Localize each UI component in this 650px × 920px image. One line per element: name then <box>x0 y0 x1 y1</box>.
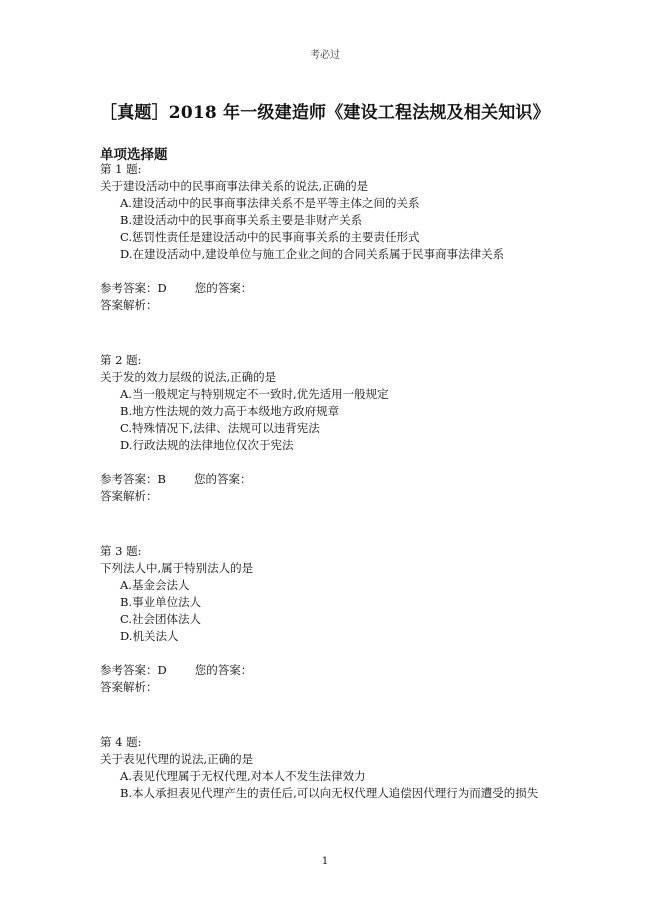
question-number: 第 3 题: <box>100 544 142 558</box>
option-a: A.当一般规定与特别规定不一致时,优先适用一般规定 <box>120 387 389 401</box>
option-c: C.社会团体法人 <box>120 612 202 626</box>
question-stem: 关于表见代理的说法,正确的是 <box>100 752 254 766</box>
question-number: 第 4 题: <box>100 735 142 749</box>
answer-line <box>100 662 560 679</box>
option-b: B.地方性法规的效力高于本级地方政府规章 <box>120 404 340 418</box>
your-answer-label: 您的答案： <box>193 472 252 486</box>
answer-analysis-label: 答案解析： <box>100 298 158 312</box>
question-stem: 关于建设活动中的民事商事法律关系的说法,正确的是 <box>100 179 369 193</box>
reference-answer: 参考答案：D <box>100 663 167 677</box>
spacer <box>100 454 560 471</box>
option-b <box>100 785 560 802</box>
option-d: D.行政法规的法律地位仅次于宪法 <box>120 438 294 452</box>
option-b: B.事业单位法人 <box>120 595 202 609</box>
section-title: 单项选择题 <box>100 147 168 163</box>
page-number: 1 <box>321 856 329 867</box>
question-stem: 关于发的效力层级的说法,正确的是 <box>100 370 277 384</box>
option-d <box>100 246 560 263</box>
question-list <box>100 161 560 802</box>
option-c: C.特殊情况下,法律、法规可以违背宪法 <box>120 421 320 435</box>
option-d: D.机关法人 <box>120 629 179 643</box>
spacer <box>100 263 560 280</box>
question-number: 第 2 题: <box>100 353 142 367</box>
page-header: 考必过 <box>310 50 340 61</box>
document-title: ［真题］2018 年一级建造师《建设工程法规及相关知识》 <box>100 103 550 123</box>
spacer <box>100 314 560 352</box>
spacer <box>100 645 560 662</box>
option-b-text: B.本人承担表见代理产生的责任后,可以向无权代理人追偿因代理行为而遭受的损失 <box>120 786 539 800</box>
question-3 <box>100 543 560 696</box>
option-a: A.表见代理属于无权代理,对本人不发生法律效力 <box>120 769 366 783</box>
spacer <box>100 505 560 543</box>
answer-line <box>100 471 560 488</box>
question-4 <box>100 734 560 802</box>
reference-answer: 参考答案：D <box>100 281 167 295</box>
question-number: 第 1 题: <box>100 162 142 176</box>
option-a: A.建设活动中的民事商事法律关系不是平等主体之间的关系 <box>120 196 420 210</box>
option-a: A.基金会法人 <box>120 578 190 592</box>
question-2 <box>100 352 560 505</box>
option-c: C.惩罚性责任是建设活动中的民事商事关系的主要责任形式 <box>120 230 420 244</box>
answer-analysis-label: 答案解析： <box>100 489 158 503</box>
answer-line <box>100 280 560 297</box>
question-1 <box>100 161 560 314</box>
question-stem: 下列法人中,属于特别法人的是 <box>100 561 254 575</box>
reference-answer: 参考答案：B <box>100 472 166 486</box>
your-answer-label: 您的答案： <box>194 663 253 677</box>
option-b: B.建设活动中的民事商事关系主要是非财产关系 <box>120 213 363 227</box>
option-d-text: D.在建设活动中,建设单位与施工企业之间的合同关系属于民事商事法律关系 <box>120 247 505 261</box>
spacer <box>100 696 560 734</box>
your-answer-label: 您的答案： <box>194 281 253 295</box>
answer-analysis-label: 答案解析： <box>100 680 158 694</box>
